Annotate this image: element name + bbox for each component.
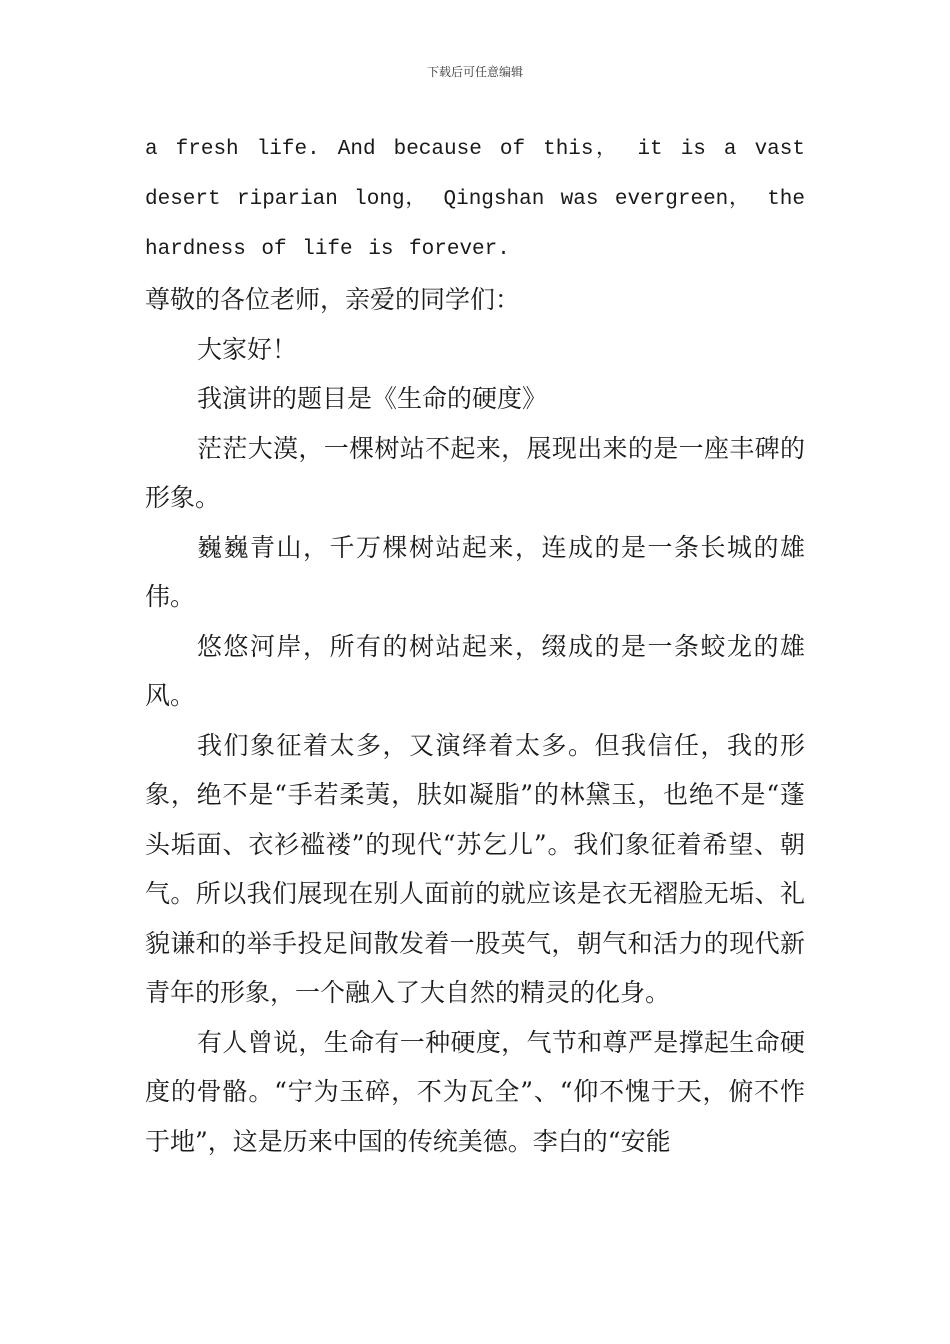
salutation: 尊敬的各位老师，亲爱的同学们：	[145, 285, 521, 314]
paragraph-greeting: 大家好！	[197, 334, 298, 364]
english-paragraph: a fresh life. And because of this， it is a vast desert riparian long， Qingshan was evergreen， the hardness of life is forever.	[145, 138, 805, 261]
paragraph-image: 我们象征着太多，又演绎着太多。但我信任，我的形象，绝不是“手若柔荑，肤如凝脂”的林黛玉，也绝不是“蓬头垢面、衣衫褴褛”的现代“苏乞儿”。我们象征着希望、朝气。所以我们展现在别人面前的就应该是衣无褶脸无垢、礼貌谦和的举手投足间散发着一股英气，朝气和活力的现代新青年的形象，一个融入了大自然的精灵的化身。	[145, 730, 805, 1007]
paragraph-riverbank: 悠悠河岸，所有的树站起来，缀成的是一条蛟龙的雄风。	[145, 631, 805, 710]
paragraph-hardness: 有人曾说，生命有一种硬度，气节和尊严是撑起生命硬度的骨骼。“宁为玉碎，不为瓦全”、“仰不愧于天，俯不怍于地”，这是历来中国的传统美德。李白的“安能	[145, 1027, 805, 1156]
paragraph-mountain: 巍巍青山，千万棵树站起来，连成的是一条长城的雄伟。	[145, 532, 805, 611]
paragraph-desert: 茫茫大漠，一棵树站不起来，展现出来的是一座丰碑的形象。	[145, 433, 805, 512]
page-header: 下载后可任意编辑	[426, 65, 523, 79]
document-body	[145, 125, 805, 1166]
paragraph-speech-title: 我演讲的题目是《生命的硬度》	[197, 384, 548, 413]
